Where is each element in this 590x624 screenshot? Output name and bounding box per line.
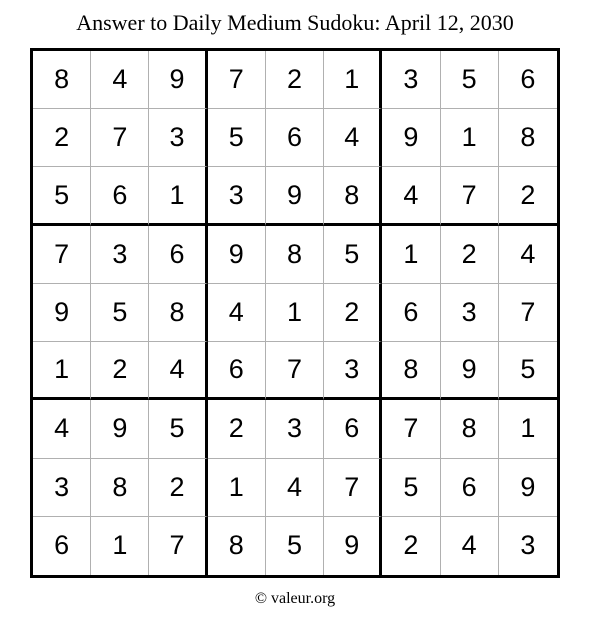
sudoku-cell: 5 (382, 459, 440, 517)
sudoku-cell: 3 (33, 459, 91, 517)
sudoku-cell: 8 (149, 284, 207, 342)
sudoku-cell: 3 (382, 51, 440, 109)
sudoku-cell: 5 (208, 109, 266, 167)
sudoku-cell: 8 (33, 51, 91, 109)
sudoku-cell: 3 (149, 109, 207, 167)
sudoku-cell: 2 (208, 400, 266, 458)
sudoku-cell: 5 (33, 167, 91, 225)
sudoku-cell: 8 (208, 517, 266, 575)
sudoku-cell: 6 (324, 400, 382, 458)
sudoku-cell: 1 (208, 459, 266, 517)
footer-credit: © valeur.org (254, 590, 336, 607)
sudoku-cell: 3 (441, 284, 499, 342)
sudoku-cell: 8 (382, 342, 440, 400)
sudoku-cell: 5 (441, 51, 499, 109)
sudoku-cell: 4 (324, 109, 382, 167)
sudoku-cell: 4 (33, 400, 91, 458)
sudoku-cell: 5 (91, 284, 149, 342)
sudoku-cell: 4 (382, 167, 440, 225)
sudoku-cell: 9 (208, 226, 266, 284)
sudoku-cell: 2 (33, 109, 91, 167)
sudoku-cell: 6 (266, 109, 324, 167)
sudoku-cell: 7 (149, 517, 207, 575)
sudoku-cell: 6 (208, 342, 266, 400)
sudoku-cell: 7 (382, 400, 440, 458)
sudoku-cell: 5 (149, 400, 207, 458)
sudoku-cell: 8 (266, 226, 324, 284)
sudoku-cell: 7 (208, 51, 266, 109)
sudoku-cell: 9 (324, 517, 382, 575)
sudoku-cell: 2 (499, 167, 557, 225)
sudoku-cell: 6 (441, 459, 499, 517)
sudoku-cell: 7 (33, 226, 91, 284)
sudoku-cell: 3 (324, 342, 382, 400)
sudoku-cell: 9 (149, 51, 207, 109)
sudoku-cell: 3 (91, 226, 149, 284)
sudoku-cell: 1 (91, 517, 149, 575)
sudoku-cell: 9 (33, 284, 91, 342)
sudoku-cell: 1 (324, 51, 382, 109)
sudoku-cell: 2 (382, 517, 440, 575)
sudoku-cell: 8 (324, 167, 382, 225)
sudoku-cell: 2 (149, 459, 207, 517)
sudoku-cell: 1 (149, 167, 207, 225)
sudoku-cell: 6 (149, 226, 207, 284)
sudoku-cell: 7 (499, 284, 557, 342)
sudoku-cell: 8 (91, 459, 149, 517)
sudoku-cell: 1 (382, 226, 440, 284)
sudoku-cell: 7 (441, 167, 499, 225)
sudoku-cell: 1 (499, 400, 557, 458)
sudoku-cell: 1 (33, 342, 91, 400)
sudoku-cell: 7 (324, 459, 382, 517)
sudoku-cell: 8 (441, 400, 499, 458)
sudoku-cell: 3 (520, 530, 536, 561)
sudoku-cell: 6 (33, 517, 91, 575)
sudoku-cell: 8 (499, 109, 557, 167)
sudoku-cell: 9 (266, 167, 324, 225)
sudoku-cell: 3 (208, 167, 266, 225)
sudoku-cell: 2 (91, 342, 149, 400)
sudoku-cell: 4 (149, 342, 207, 400)
sudoku-cell: 6 (499, 51, 557, 109)
sudoku-cell: 3 (266, 400, 324, 458)
sudoku-cell: 1 (441, 109, 499, 167)
sudoku-cell: 4 (499, 226, 557, 284)
sudoku-cell: 9 (382, 109, 440, 167)
sudoku-cell: 4 (208, 284, 266, 342)
sudoku-cell: 9 (91, 400, 149, 458)
sudoku-cell: 2 (441, 226, 499, 284)
sudoku-cell: 7 (266, 342, 324, 400)
sudoku-cell: 1 (266, 284, 324, 342)
sudoku-cell: 4 (91, 51, 149, 109)
sudoku-cell: 2 (324, 284, 382, 342)
sudoku-cell: 6 (91, 167, 149, 225)
sudoku-cell: 9 (499, 459, 557, 517)
sudoku-cell: 9 (441, 342, 499, 400)
sudoku-board (30, 48, 560, 578)
sudoku-cell: 5 (499, 342, 557, 400)
sudoku-cell: 7 (91, 109, 149, 167)
sudoku-cell: 5 (324, 226, 382, 284)
sudoku-cell: 4 (266, 459, 324, 517)
sudoku-cell: 4 (441, 517, 499, 575)
sudoku-cell: 6 (382, 284, 440, 342)
page-title: Answer to Daily Medium Sudoku: April 12, 2030 (76, 10, 514, 35)
sudoku-cell: 5 (266, 517, 324, 575)
sudoku-cell: 2 (266, 51, 324, 109)
